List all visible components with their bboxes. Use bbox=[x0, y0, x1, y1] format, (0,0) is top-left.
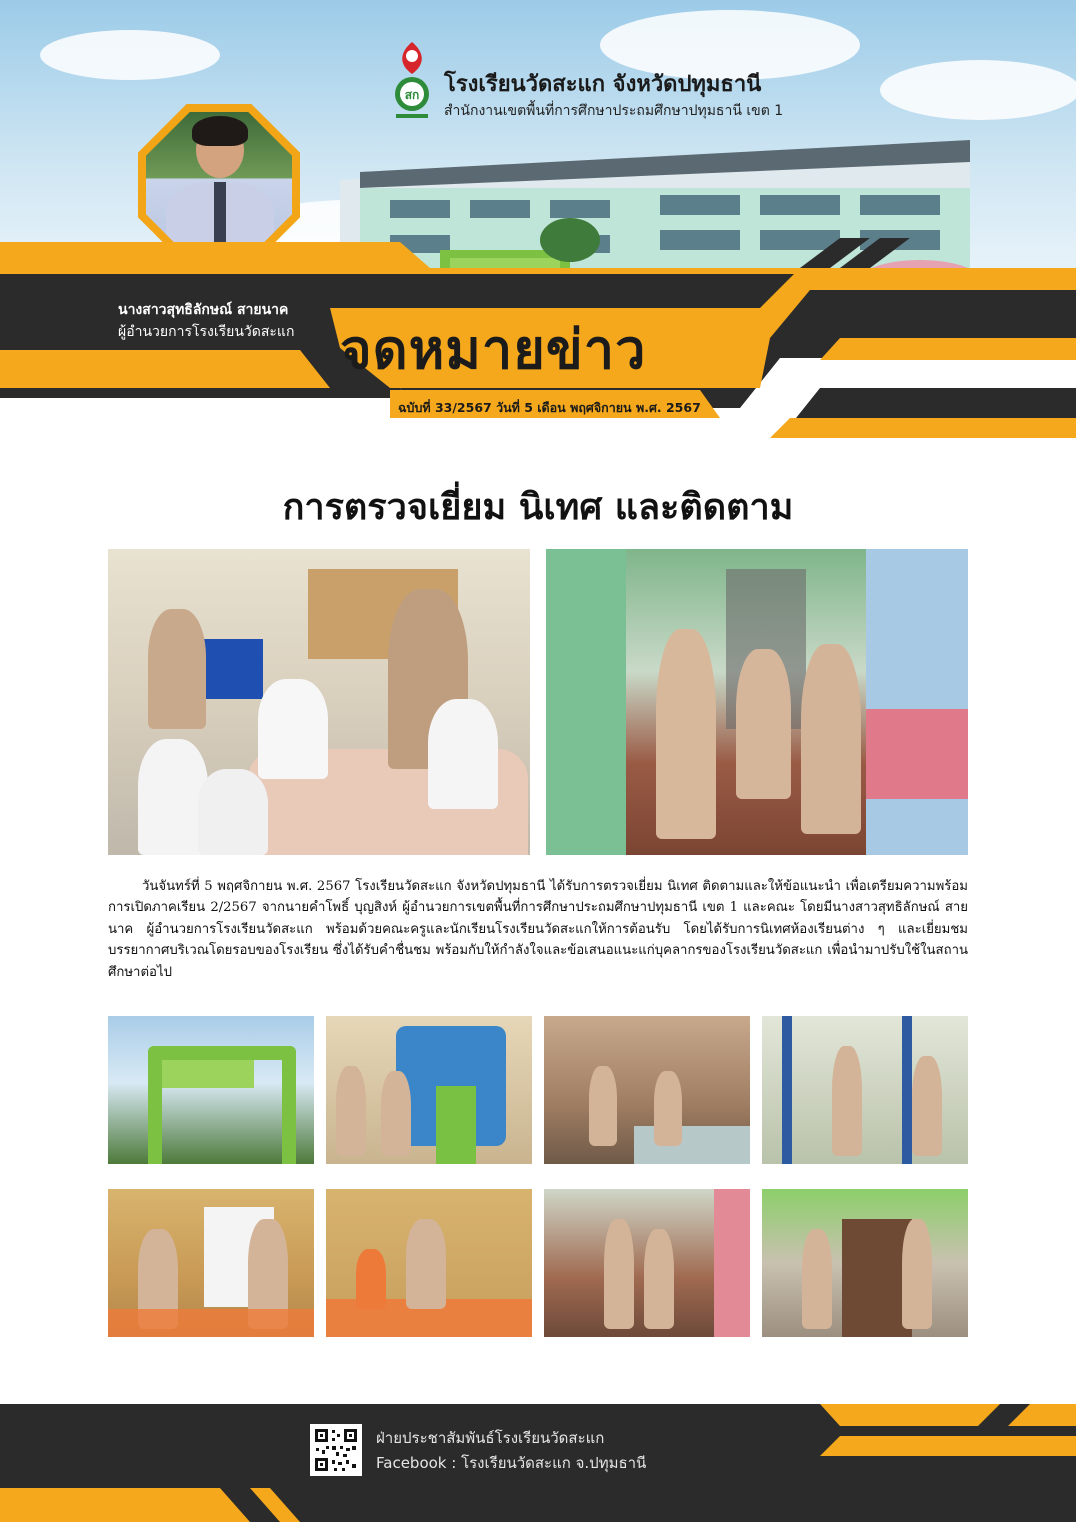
director-title: ผู้อำนวยการโรงเรียนวัดสะแก bbox=[118, 324, 295, 340]
school-emblem-icon bbox=[392, 40, 432, 120]
footer-pr-department: ฝ่ายประชาสัมพันธ์โรงเรียนวัดสะแก bbox=[376, 1429, 605, 1447]
photo-playground bbox=[326, 1016, 532, 1164]
photo-school-gate bbox=[108, 1016, 314, 1164]
qr-code-icon[interactable] bbox=[310, 1424, 362, 1476]
photo-classroom-room bbox=[544, 1016, 750, 1164]
footer-facebook[interactable]: Facebook : โรงเรียนวัดสะแก จ.ปทุมธานี bbox=[376, 1454, 647, 1472]
photo-building-hall bbox=[762, 1016, 968, 1164]
photo-kindergarten-class bbox=[326, 1189, 532, 1337]
photo-walkway bbox=[544, 1189, 750, 1337]
photo-staircase bbox=[762, 1189, 968, 1337]
photo-classroom-lunch bbox=[108, 549, 530, 855]
school-name: โรงเรียนวัดสะแก จังหวัดปทุมธานี bbox=[444, 72, 762, 97]
svg-text:สก: สก bbox=[404, 88, 420, 102]
director-name: นางสาวสุทธิลักษณ์ สายนาค bbox=[118, 302, 289, 318]
newsletter-title: จดหมายข่าว bbox=[340, 318, 647, 381]
article-headline: การตรวจเยี่ยม นิเทศ และติดตาม bbox=[282, 487, 794, 528]
photo-corridor-walk bbox=[546, 549, 968, 855]
education-office: สำนักงานเขตพื้นที่การศึกษาประถมศึกษาปทุมธานี เขต 1 bbox=[444, 103, 784, 119]
photo-kindergarten-room bbox=[108, 1189, 314, 1337]
article-body: วันจันทร์ที่ 5 พฤศจิกายน พ.ศ. 2567 โรงเรียนวัดสะแก จังหวัดปทุมธานี ได้รับการตรวจเยี่ยม นิเทศ ติดตามและให้ข้อแนะนำ เพื่อเตรียมความพร้อมการเปิดภาคเรียน 2/2567 จากนายคำโพธิ์ บุญสิงห์ ผู้อำนวยการเขตพื้นที่การศึกษาประถมศึกษาปทุมธานี เขต 1 และคณะ โดยมีนางสาวสุทธิลักษณ์ สายนาค ผู้อำนวยการโรงเรียนวัดสะแก พร้อมด้วยคณะครูและนักเรียนโรงเรียนวัดสะแกให้การต้อนรับ โดยได้รับการนิเทศห้องเรียนต่าง ๆ และเยี่ยมชมบรรยากาศบริเวณโดยรอบของโรงเรียน ซึ่งได้รับคำชื่นชม พร้อมกับให้กำลังใจและข้อเสนอแนะแก่บุคลากรของโรงเรียนวัดสะแก เพื่อนำมาปรับใช้ในสถานศึกษาต่อไป bbox=[108, 879, 968, 980]
issue-line: ฉบับที่ 33/2567 วันที่ 5 เดือน พฤศจิกายน พ.ศ. 2567 bbox=[398, 400, 701, 415]
